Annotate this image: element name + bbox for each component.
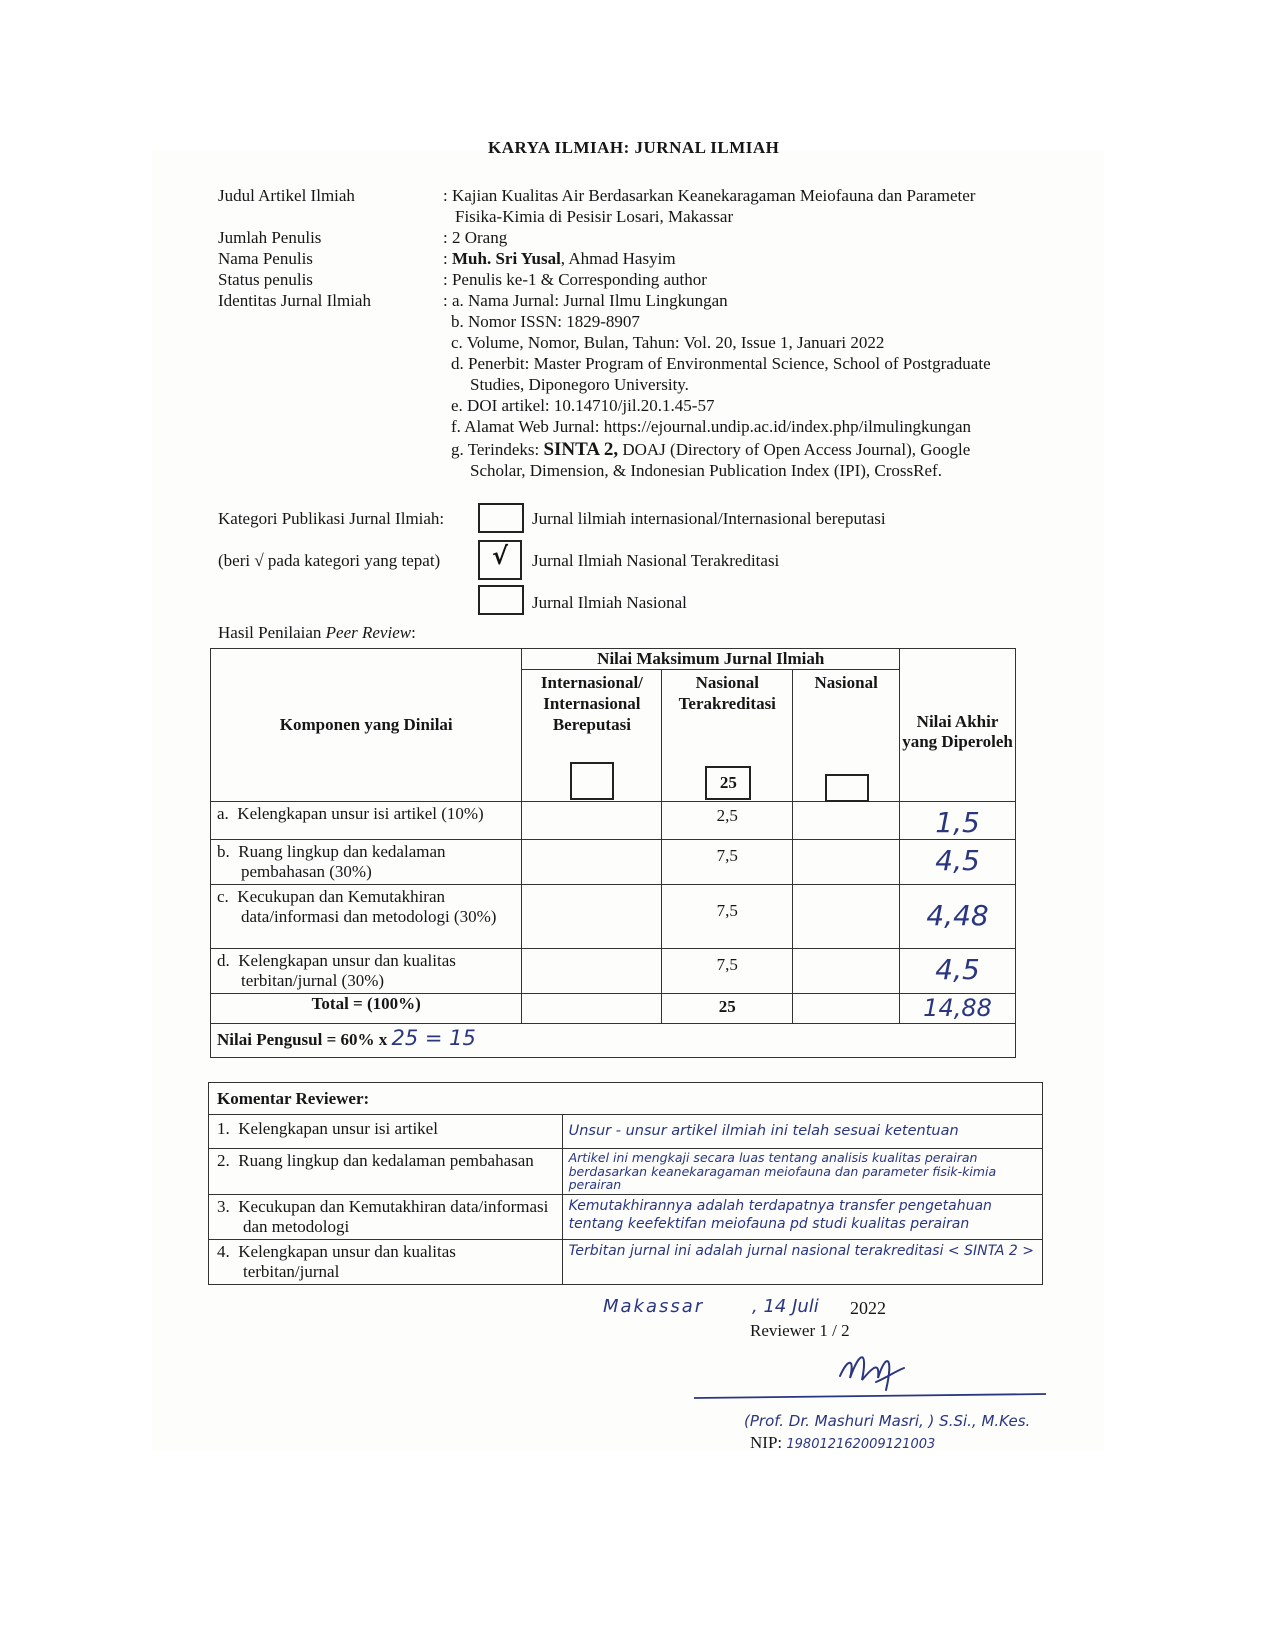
signature-mark bbox=[690, 1338, 1050, 1406]
col-nasional-label: Nasional bbox=[814, 673, 878, 692]
total-nas bbox=[793, 994, 900, 1024]
row-b-nas bbox=[793, 840, 900, 885]
kategori-checkbox-nasional[interactable] bbox=[478, 585, 524, 615]
komentar-row-1-label bbox=[209, 1115, 563, 1149]
table-row bbox=[209, 1115, 1043, 1149]
row-c-label bbox=[211, 885, 522, 949]
row-b-max: 7,5 bbox=[662, 840, 793, 885]
judul-value-cont: Fisika-Kimia di Pesisir Losari, Makassar bbox=[455, 207, 734, 226]
row-label: Kelengkapan unsur isi artikel bbox=[238, 1119, 438, 1138]
kategori-option-nasional: Jurnal Ilmiah Nasional bbox=[532, 593, 687, 612]
kategori-checkbox-internasional[interactable] bbox=[478, 503, 524, 533]
row-a-intl bbox=[522, 802, 662, 840]
col-nas-akred-label: Nasional Terakreditasi bbox=[678, 673, 776, 713]
nip-line bbox=[750, 1432, 935, 1455]
table-row bbox=[209, 1194, 1043, 1239]
row-label: Kelengkapan unsur isi artikel (10%) bbox=[237, 804, 484, 823]
nilai-maks-header: Nilai Maksimum Jurnal Ilmiah bbox=[522, 649, 900, 670]
pengusul-row bbox=[211, 1024, 1016, 1058]
row-a-score: 1,5 bbox=[900, 802, 1016, 840]
peer-review-table bbox=[210, 648, 1016, 1058]
table-row bbox=[211, 949, 1016, 994]
footer-year: 2022 bbox=[850, 1298, 886, 1318]
table-row bbox=[211, 885, 1016, 949]
total-score: 14,88 bbox=[900, 994, 1016, 1024]
nas-akred-score-box: 25 bbox=[705, 766, 751, 800]
identitas-g-pre: g. Terindeks: bbox=[451, 440, 544, 459]
reviewer-name: (Prof. Dr. Mashuri Masri, ) S.Si., M.Kes. bbox=[744, 1412, 1031, 1430]
total-row bbox=[211, 994, 1016, 1024]
total-label: Total = (100%) bbox=[211, 994, 522, 1024]
row-a-nas bbox=[793, 802, 900, 840]
status-label: Status penulis bbox=[218, 270, 313, 289]
komentar-row-3-label bbox=[209, 1194, 563, 1239]
row-num: 1. bbox=[217, 1119, 230, 1138]
komentar-row-2-comment: Artikel ini mengkaji secara luas tentang analisis kualitas perairan berdasarkan keanekaragaman meiofauna dan parameter fisik-kimia perairan bbox=[562, 1149, 1042, 1195]
komentar-reviewer-table bbox=[208, 1082, 1043, 1285]
nas-score-box bbox=[825, 774, 869, 802]
footer-city: Makassar bbox=[603, 1296, 705, 1317]
kategori-checkbox-nasional-terakreditasi[interactable]: √ bbox=[478, 540, 522, 580]
document-title: KARYA ILMIAH: JURNAL ILMIAH bbox=[488, 138, 780, 157]
row-d-max: 7,5 bbox=[662, 949, 793, 994]
col-nasional-terakreditasi bbox=[662, 670, 793, 802]
table-row bbox=[211, 802, 1016, 840]
nip-label: NIP: bbox=[750, 1433, 787, 1452]
row-label: Kelengkapan unsur dan kualitas terbitan/jurnal bbox=[238, 1241, 456, 1281]
row-c-nas bbox=[793, 885, 900, 949]
table-row bbox=[209, 1239, 1043, 1284]
row-label: Kecukupan dan Kemutakhiran data/informasi dan metodologi (30%) bbox=[237, 887, 497, 926]
identitas-a: : a. Nama Jurnal: Jurnal Ilmu Lingkungan bbox=[443, 291, 728, 310]
kategori-label: Kategori Publikasi Jurnal Ilmiah: bbox=[218, 509, 445, 528]
komentar-row-3-comment: Kemutakhirannya adalah terdapatnya transfer pengetahuan tentang keefektifan meiofauna pd studi kualitas perairan bbox=[562, 1194, 1042, 1239]
row-num: 4. bbox=[217, 1241, 230, 1261]
row-label: Ruang lingkup dan kedalaman pembahasan bbox=[238, 1151, 534, 1170]
table-row bbox=[211, 840, 1016, 885]
row-b-score: 4,5 bbox=[900, 840, 1016, 885]
hasil-penilaian-label bbox=[218, 622, 416, 643]
col-internasional bbox=[522, 670, 662, 802]
jumlah-value: : 2 Orang bbox=[443, 228, 508, 247]
pengusul-calc: 25 = 15 bbox=[391, 1026, 476, 1050]
identitas-g-sinta: SINTA 2, bbox=[543, 439, 619, 460]
row-a-max: 2,5 bbox=[662, 802, 793, 840]
row-label: Kecukupan dan Kemutakhiran data/informasi dan metodologi bbox=[238, 1196, 549, 1236]
row-d-label bbox=[211, 949, 522, 994]
nilai-akhir-header: Nilai Akhir yang Diperoleh bbox=[900, 649, 1016, 802]
pengusul-cell bbox=[211, 1024, 1016, 1058]
intl-score-box bbox=[570, 762, 614, 800]
row-c-intl bbox=[522, 885, 662, 949]
row-d-nas bbox=[793, 949, 900, 994]
table-row bbox=[209, 1149, 1043, 1195]
col-nasional bbox=[793, 670, 900, 802]
row-num: 3. bbox=[217, 1196, 230, 1216]
nip-value: 198012162009121003 bbox=[786, 1437, 936, 1452]
row-label: Ruang lingkup dan kedalaman pembahasan (30%) bbox=[238, 842, 446, 881]
row-letter: b. bbox=[217, 842, 230, 861]
komentar-row-4-label bbox=[209, 1239, 563, 1284]
reviewer-label: Reviewer 1 / 2 bbox=[750, 1321, 850, 1340]
identitas-g-cont: Scholar, Dimension, & Indonesian Publication Index (IPI), CrossRef. bbox=[470, 461, 942, 480]
hasil-pre: Hasil Penilaian bbox=[218, 623, 326, 642]
row-c-max: 7,5 bbox=[662, 885, 793, 949]
row-c-score: 4,48 bbox=[900, 885, 1016, 949]
row-label: Kelengkapan unsur dan kualitas terbitan/jurnal (30%) bbox=[238, 951, 456, 990]
nama-label: Nama Penulis bbox=[218, 249, 313, 268]
identitas-g bbox=[451, 439, 970, 460]
footer-date: , 14 Juli bbox=[752, 1296, 819, 1317]
identitas-label: Identitas Jurnal Ilmiah bbox=[218, 291, 371, 310]
judul-label: Judul Artikel Ilmiah bbox=[218, 186, 355, 205]
nama-value bbox=[443, 248, 676, 269]
row-d-score: 4,5 bbox=[900, 949, 1016, 994]
col-internasional-label: Internasional/ Internasional Bereputasi bbox=[540, 673, 643, 734]
identitas-e: e. DOI artikel: 10.14710/jil.20.1.45-57 bbox=[451, 396, 715, 415]
kategori-hint: (beri √ pada kategori yang tepat) bbox=[218, 551, 441, 570]
row-letter: d. bbox=[217, 951, 230, 970]
nama-rest: , Ahmad Hasyim bbox=[560, 249, 676, 268]
row-letter: c. bbox=[217, 887, 229, 906]
hasil-italic: Peer Review bbox=[325, 623, 412, 642]
identitas-d: d. Penerbit: Master Program of Environmental Science, School of Postgraduate bbox=[451, 354, 991, 373]
kategori-option-nasional-terakreditasi: Jurnal Ilmiah Nasional Terakreditasi bbox=[532, 551, 780, 570]
identitas-c: c. Volume, Nomor, Bulan, Tahun: Vol. 20, Issue 1, Januari 2022 bbox=[451, 333, 885, 352]
komponen-header: Komponen yang Dinilai bbox=[211, 649, 522, 802]
row-b-intl bbox=[522, 840, 662, 885]
status-value: : Penulis ke-1 & Corresponding author bbox=[443, 270, 707, 289]
komentar-header: Komentar Reviewer: bbox=[209, 1083, 1043, 1115]
kategori-option-internasional: Jurnal lilmiah internasional/Internasional bereputasi bbox=[532, 509, 886, 528]
row-d-intl bbox=[522, 949, 662, 994]
row-b-label bbox=[211, 840, 522, 885]
row-a-label bbox=[211, 802, 522, 840]
nama-first-author: Muh. Sri Yusal bbox=[451, 249, 561, 268]
jumlah-label: Jumlah Penulis bbox=[218, 228, 322, 247]
total-intl bbox=[522, 994, 662, 1024]
komentar-row-4-comment: Terbitan jurnal ini adalah jurnal nasional terakreditasi < SINTA 2 > bbox=[562, 1239, 1042, 1284]
identitas-g-post: DOAJ (Directory of Open Access Journal), Google bbox=[618, 440, 971, 459]
komentar-row-1-comment: Unsur - unsur artikel ilmiah ini telah sesuai ketentuan bbox=[562, 1115, 1042, 1149]
total-max: 25 bbox=[662, 994, 793, 1024]
row-num: 2. bbox=[217, 1151, 230, 1170]
nama-colon: : bbox=[443, 249, 452, 268]
komentar-row-2-label bbox=[209, 1149, 563, 1195]
row-letter: a. bbox=[217, 804, 229, 823]
identitas-b: b. Nomor ISSN: 1829-8907 bbox=[451, 312, 640, 331]
identitas-f: f. Alamat Web Jurnal: https://ejournal.undip.ac.id/index.php/ilmulingkungan bbox=[451, 417, 972, 436]
hasil-post: : bbox=[411, 623, 416, 642]
judul-value: : Kajian Kualitas Air Berdasarkan Keanekaragaman Meiofauna dan Parameter bbox=[443, 186, 976, 205]
identitas-d-cont: Studies, Diponegoro University. bbox=[470, 375, 689, 394]
pengusul-label: Nilai Pengusul = 60% x bbox=[217, 1030, 392, 1049]
